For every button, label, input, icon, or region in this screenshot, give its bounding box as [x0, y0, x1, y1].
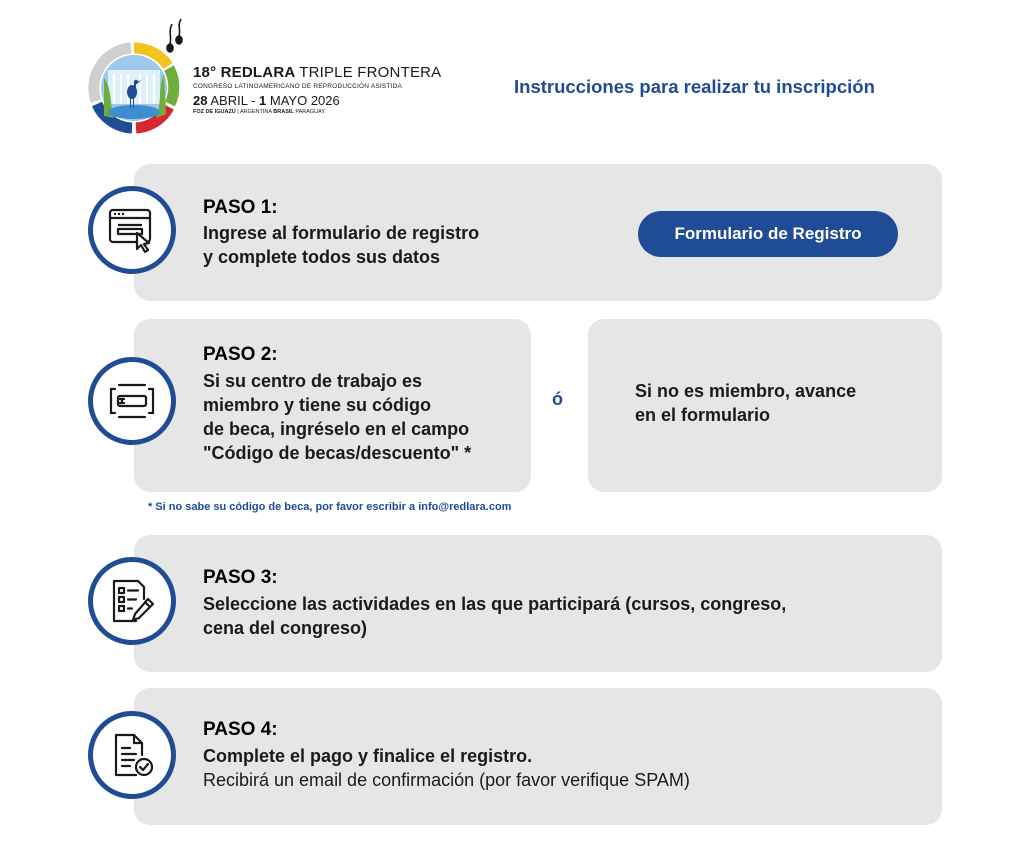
step2-line3: de beca, ingréselo en el campo [203, 419, 470, 439]
step2-description [203, 369, 523, 465]
step3-title: PASO 3: [203, 567, 278, 588]
step2-icon-circle [88, 357, 176, 445]
step2-title: PASO 2: [203, 344, 278, 365]
scholarship-code-footnote: * Si no sabe su código de beca, por favor escribir a info@redlara.com [148, 501, 512, 513]
step4-icon-circle [88, 711, 176, 799]
step1-icon-circle [88, 186, 176, 274]
step1-title: PASO 1: [203, 197, 278, 218]
step2-line4: "Código de becas/descuento" * [203, 443, 472, 463]
step2-alt-line2: en el formulario [635, 405, 771, 425]
step2-alt-line1: Si no es miembro, avance [635, 381, 857, 401]
redlara-logo [84, 18, 184, 138]
event-dates: 28 ABRIL - 1 MAYO 2026 [193, 93, 340, 108]
step2-line2: miembro y tiene su código [203, 395, 432, 415]
step1-line1: Ingrese al formulario de registro [203, 223, 480, 243]
step3-icon-circle [88, 557, 176, 645]
step2-alt-description [635, 379, 925, 427]
step3-line2: cena del congreso) [203, 618, 368, 638]
registration-form-button[interactable]: Formulario de Registro [638, 211, 898, 257]
browser-form-cursor-icon [107, 207, 157, 253]
input-field-icon [107, 381, 157, 421]
step1-description [203, 221, 563, 269]
event-location: FOZ DE IGUAZÚ | ARGENTINA BRASIL PARAGUAY [193, 109, 326, 115]
brand-subtitle: CONGRESO LATINOAMERICANO DE REPRODUCCIÓN ASISTIDA [193, 83, 403, 90]
checklist-pencil-icon [108, 577, 156, 625]
or-separator: ó [552, 389, 563, 409]
step1-line2: y complete todos sus datos [203, 247, 441, 267]
step4-line2: Recibirá un email de confirmación (por favor verifique SPAM) [203, 770, 690, 790]
step4-title: PASO 4: [203, 719, 278, 740]
page-title: Instrucciones para realizar tu inscripción [514, 76, 875, 97]
step3-line1: Seleccione las actividades en las que participará (cursos, congreso, [203, 594, 787, 614]
step2-line1: Si su centro de trabajo es [203, 371, 423, 391]
step4-description [203, 744, 923, 792]
step3-description [203, 592, 923, 640]
document-check-icon [108, 731, 156, 779]
step4-line1: Complete el pago y finalice el registro. [203, 746, 533, 766]
brand-title: 18° REDLARA TRIPLE FRONTERA [193, 64, 442, 81]
